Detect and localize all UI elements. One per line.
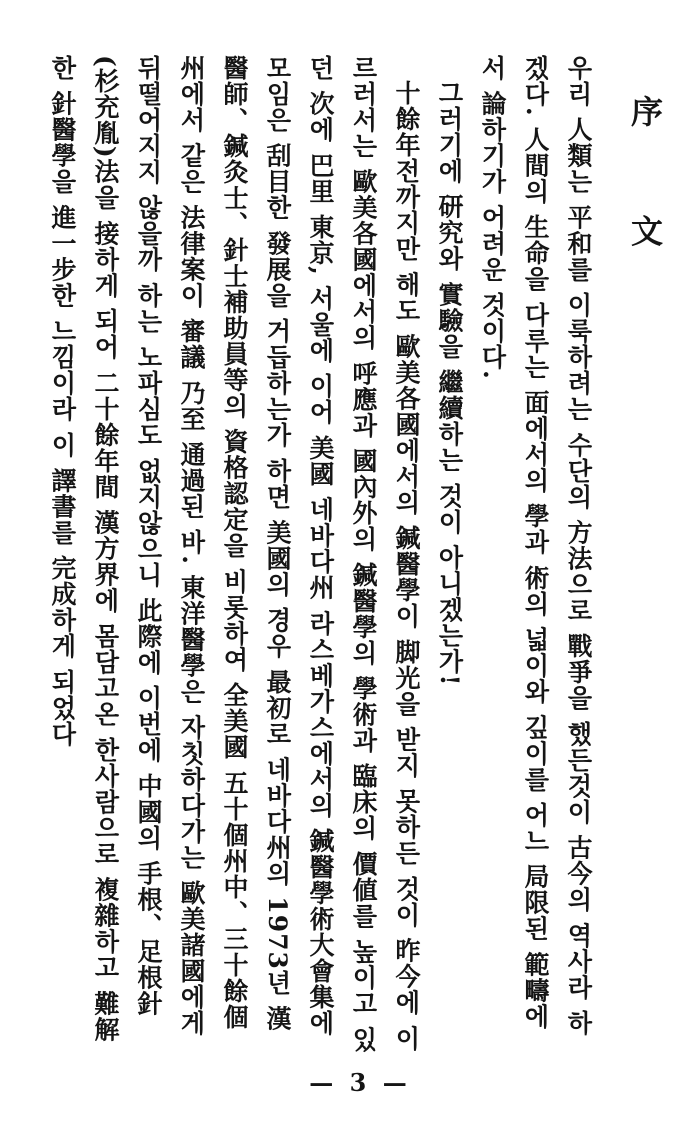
page-title: 序 文 — [626, 95, 664, 285]
preface-body — [41, 55, 600, 1055]
paragraph-3: 十餘年전까지만 해도 歐美各國에서의 鍼醫學이 脚光을 받지 못하든 것이 昨今에 이르러서는 歐美各國에서의 呼應과 國內外의 鍼醫學의 學術과 臨床의 價値를 높이고 있던 次에 巴里 東京, 서울에 이어 美國 네바다州 라스베가스에서의 鍼醫學術大會集에 모임은 刮目한 發展을 거듭하는가 하면 美國의 경우 最初로 네바다州의 1973년 漢醫師、鍼灸士、針士補助員等의 資格認定을 비롯하여 全美國 五十個州中、三十餘個州에서 같은 法律案이 審議 乃至 通過된 바. 東洋醫學은 자칫하다가는 歐美諸國에게 뒤떨어지지 않을까 하는 노파심도 없지않으니 此際에 이번에 中國의 手根、足根針(杉充胤)法을 接하게 되어 二十餘年間 漢方界에 몸담고온 한사람으로 複雜하고 難解한 針醫學을 進一步한 느낌이라 이 譯書를 完成하게 되었다 — [48, 55, 421, 1053]
paragraph-2: 그러기에 研究와 實驗을 繼續하는 것이 아니겠는가! — [435, 80, 464, 687]
paragraph-1: 우리 人類는 平和를 이룩하려는 수단의 方法으로 戰爭을 했든것이 古今의 역사라 하겠다. 人間의 生命을 다루는 面에서의 學과 術의 넓이와 깊이를 어느 局限된 範疇에서 論하기가 어려운 것이다. — [478, 55, 593, 1037]
page-number: — 3 — — [309, 1068, 411, 1097]
